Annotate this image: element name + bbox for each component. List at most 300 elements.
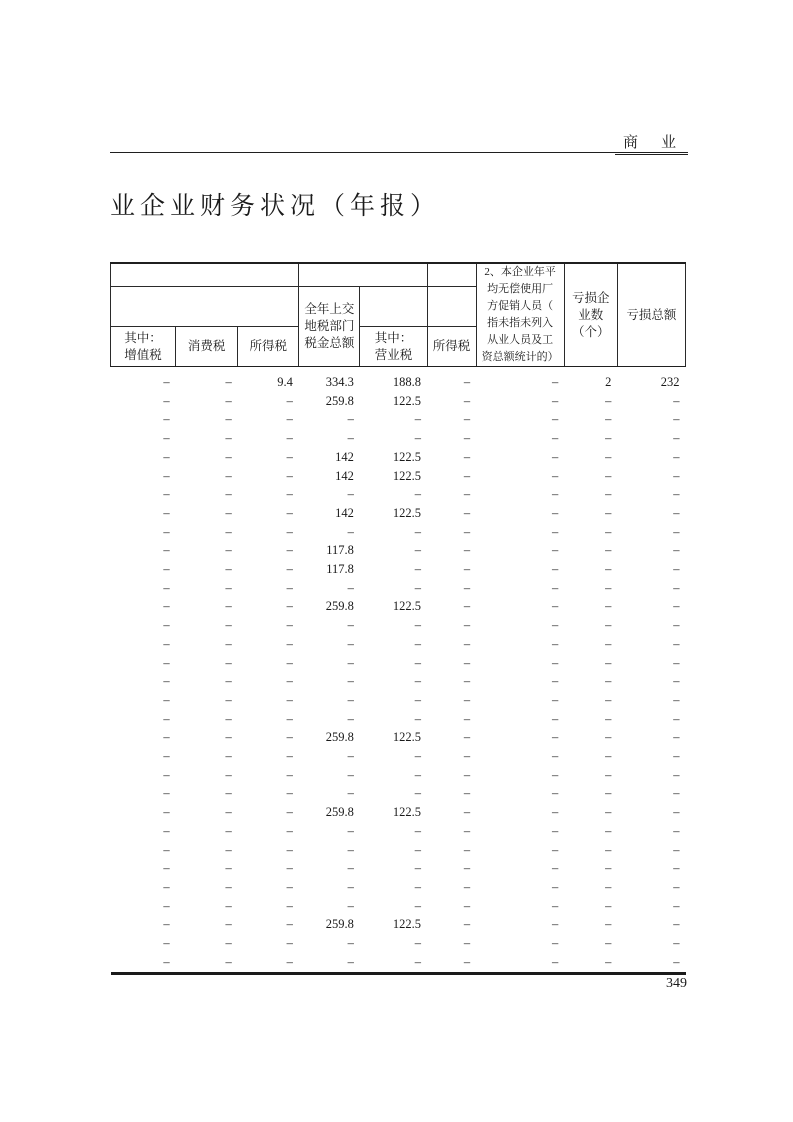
table-cell: – bbox=[463, 842, 471, 857]
table-cell: – bbox=[463, 412, 471, 427]
table-cell: – bbox=[163, 562, 170, 577]
table-cell: – bbox=[463, 449, 471, 464]
table-cell: – bbox=[551, 543, 559, 558]
table-cell: – bbox=[551, 692, 559, 707]
table-cell: – bbox=[225, 580, 232, 595]
table-cell: – bbox=[225, 730, 232, 745]
table-cell: – bbox=[463, 861, 471, 876]
table-row bbox=[111, 766, 686, 785]
promo-line: 2、本企业年平 bbox=[484, 266, 556, 278]
col-header-local-tax-total bbox=[299, 286, 360, 367]
table-cell: – bbox=[463, 655, 471, 670]
table-row bbox=[111, 841, 686, 860]
table-cell: – bbox=[673, 599, 680, 614]
table-cell: – bbox=[347, 692, 354, 707]
running-head bbox=[110, 131, 688, 153]
table-cell: – bbox=[163, 692, 170, 707]
table-row bbox=[111, 392, 686, 411]
table-cell: 9.4 bbox=[277, 375, 293, 389]
table-cell: – bbox=[605, 674, 612, 689]
loss-count-line: 亏损企 bbox=[572, 290, 610, 305]
table-cell: – bbox=[463, 730, 471, 745]
table-cell: – bbox=[605, 842, 612, 857]
table-cell: – bbox=[551, 618, 559, 633]
table-cell: – bbox=[551, 767, 559, 782]
table-cell: – bbox=[673, 692, 680, 707]
col-header-consumption-tax: 消费税 bbox=[176, 327, 238, 367]
table-cell: – bbox=[286, 749, 293, 764]
table-cell: – bbox=[673, 879, 680, 894]
col-header-income-tax-2: 所得税 bbox=[427, 327, 476, 367]
table-row bbox=[111, 803, 686, 822]
table-cell: – bbox=[286, 879, 293, 894]
table-cell: – bbox=[347, 487, 354, 502]
table-cell: – bbox=[463, 524, 471, 539]
table-cell: – bbox=[551, 599, 559, 614]
table-cell: 122.5 bbox=[392, 730, 422, 745]
table-cell: – bbox=[673, 655, 680, 670]
table-cell: – bbox=[347, 823, 354, 838]
table-cell: – bbox=[463, 618, 471, 633]
table-cell: – bbox=[286, 543, 293, 558]
table-cell: – bbox=[605, 524, 612, 539]
table-cell: – bbox=[427, 953, 476, 973]
table-cell: – bbox=[286, 636, 293, 651]
table-cell: – bbox=[163, 393, 170, 408]
table-cell: – bbox=[286, 655, 293, 670]
table-cell: – bbox=[299, 953, 360, 973]
table-cell: – bbox=[347, 636, 354, 651]
table-cell: – bbox=[225, 431, 232, 446]
table-cell: – bbox=[605, 505, 612, 520]
header-spacer-right bbox=[427, 263, 476, 286]
table-cell: – bbox=[673, 917, 680, 932]
table-cell: – bbox=[551, 524, 559, 539]
table-cell: – bbox=[163, 505, 170, 520]
table-cell: – bbox=[463, 711, 471, 726]
table-cell: – bbox=[463, 767, 471, 782]
table-cell: – bbox=[286, 805, 293, 820]
table-cell: – bbox=[551, 842, 559, 857]
table-cell: – bbox=[163, 543, 170, 558]
table-cell: – bbox=[551, 487, 559, 502]
header-spacer-right-2 bbox=[427, 286, 476, 327]
table-cell: – bbox=[551, 823, 559, 838]
page-title: 业企业财务状况（年报） bbox=[110, 193, 441, 220]
table-cell: – bbox=[463, 562, 471, 577]
table-row bbox=[111, 728, 686, 747]
table-cell: – bbox=[605, 879, 612, 894]
table-cell: 334.3 bbox=[325, 375, 354, 389]
table-cell: – bbox=[286, 767, 293, 782]
table-row bbox=[111, 579, 686, 598]
table-cell: 259.8 bbox=[325, 599, 354, 614]
table-cell: – bbox=[286, 487, 293, 502]
table-row bbox=[111, 897, 686, 916]
table-cell: – bbox=[347, 412, 354, 427]
table-cell: – bbox=[551, 936, 559, 951]
table-cell: 122.5 bbox=[392, 917, 422, 932]
table-cell: – bbox=[347, 898, 354, 913]
table-cell: – bbox=[551, 580, 559, 595]
table-cell: – bbox=[163, 823, 170, 838]
table-cell: – bbox=[347, 861, 354, 876]
table-cell: – bbox=[605, 861, 612, 876]
table-cell: – bbox=[414, 936, 422, 951]
table-cell: – bbox=[673, 412, 680, 427]
table-cell: – bbox=[286, 431, 293, 446]
table-cell: – bbox=[551, 449, 559, 464]
table-cell: – bbox=[414, 711, 422, 726]
table-cell: – bbox=[617, 953, 685, 973]
table-cell: – bbox=[476, 953, 564, 973]
table-cell: – bbox=[286, 580, 293, 595]
table-row bbox=[111, 448, 686, 467]
table-cell: – bbox=[414, 879, 422, 894]
table-cell: – bbox=[414, 487, 422, 502]
col-header-loss-enterprises bbox=[564, 263, 617, 367]
table-cell: – bbox=[347, 674, 354, 689]
table-cell: – bbox=[673, 618, 680, 633]
table-cell: – bbox=[673, 861, 680, 876]
table-cell: – bbox=[463, 468, 471, 483]
table-cell: – bbox=[225, 879, 232, 894]
table-cell: – bbox=[551, 412, 559, 427]
table-cell: – bbox=[551, 749, 559, 764]
table-cell: – bbox=[673, 543, 680, 558]
table-cell: – bbox=[673, 786, 680, 801]
table-cell: – bbox=[163, 730, 170, 745]
table-cell: – bbox=[286, 393, 293, 408]
table-cell: – bbox=[605, 786, 612, 801]
table-cell: – bbox=[463, 599, 471, 614]
table-cell: – bbox=[414, 674, 422, 689]
table-cell: – bbox=[551, 786, 559, 801]
table-cell: – bbox=[605, 562, 612, 577]
table-cell: – bbox=[225, 655, 232, 670]
table-cell: – bbox=[347, 618, 354, 633]
table-cell: – bbox=[163, 655, 170, 670]
table-cell: – bbox=[225, 805, 232, 820]
table-row bbox=[111, 953, 686, 973]
table-cell: – bbox=[551, 468, 559, 483]
table-cell: – bbox=[286, 524, 293, 539]
table-cell: – bbox=[414, 786, 422, 801]
table-row bbox=[111, 504, 686, 523]
table-cell: 142 bbox=[335, 468, 354, 483]
table-cell: – bbox=[551, 674, 559, 689]
table-cell: – bbox=[414, 562, 422, 577]
table-cell: – bbox=[414, 431, 422, 446]
promo-line: 方促销人员（ bbox=[487, 300, 554, 312]
business-tax-line: 其中： bbox=[374, 330, 413, 345]
table-row bbox=[111, 822, 686, 841]
table-cell: – bbox=[238, 953, 299, 973]
table-cell: – bbox=[286, 898, 293, 913]
table-cell: – bbox=[551, 805, 559, 820]
table-cell: – bbox=[605, 767, 612, 782]
table-cell: 259.8 bbox=[325, 917, 354, 932]
table-cell: – bbox=[463, 393, 471, 408]
table-cell: 259.8 bbox=[325, 805, 354, 820]
header-spacer-mid-2 bbox=[360, 286, 427, 327]
table-cell: – bbox=[176, 953, 238, 973]
table-row bbox=[111, 541, 686, 560]
table-cell: – bbox=[673, 842, 680, 857]
table-cell: – bbox=[225, 898, 232, 913]
table-cell: – bbox=[463, 487, 471, 502]
running-head-title: 商 业 bbox=[615, 131, 688, 155]
table-cell: – bbox=[605, 655, 612, 670]
table-cell: – bbox=[347, 524, 354, 539]
table-row bbox=[111, 784, 686, 803]
col-header-promo-staff bbox=[476, 263, 564, 367]
local-tax-line: 地税部门 bbox=[304, 318, 355, 333]
table-cell: – bbox=[163, 749, 170, 764]
table-row bbox=[111, 710, 686, 729]
table-cell: – bbox=[605, 636, 612, 651]
table-cell: – bbox=[551, 917, 559, 932]
table-cell: – bbox=[564, 953, 617, 973]
table-cell: – bbox=[225, 412, 232, 427]
table-cell: – bbox=[286, 505, 293, 520]
table-cell: – bbox=[163, 412, 170, 427]
table-cell: – bbox=[347, 655, 354, 670]
table-cell: – bbox=[673, 505, 680, 520]
table-cell: – bbox=[225, 599, 232, 614]
table-cell: – bbox=[347, 842, 354, 857]
table-cell: – bbox=[225, 618, 232, 633]
table-cell: – bbox=[673, 487, 680, 502]
table-cell: – bbox=[551, 898, 559, 913]
table-cell: – bbox=[163, 674, 170, 689]
table-cell: – bbox=[225, 749, 232, 764]
table-cell: – bbox=[551, 730, 559, 745]
table-cell: – bbox=[605, 449, 612, 464]
table-cell: – bbox=[163, 917, 170, 932]
table-row bbox=[111, 635, 686, 654]
table-cell: – bbox=[347, 749, 354, 764]
table-cell: – bbox=[225, 636, 232, 651]
table-cell: – bbox=[163, 842, 170, 857]
table-cell: – bbox=[163, 618, 170, 633]
table-cell: – bbox=[605, 412, 612, 427]
table-cell: – bbox=[163, 599, 170, 614]
table-cell: 122.5 bbox=[392, 599, 422, 614]
table-cell: – bbox=[347, 711, 354, 726]
table-row bbox=[111, 691, 686, 710]
table-cell: – bbox=[286, 823, 293, 838]
header-spacer-left-2 bbox=[111, 286, 299, 327]
loss-count-line: （个） bbox=[572, 324, 610, 339]
table-cell: – bbox=[605, 393, 612, 408]
table-cell: – bbox=[551, 431, 559, 446]
table-cell: – bbox=[225, 393, 232, 408]
table-cell: – bbox=[463, 879, 471, 894]
table-cell: – bbox=[347, 580, 354, 595]
table-cell: – bbox=[414, 580, 422, 595]
table-cell: – bbox=[463, 936, 471, 951]
table-cell: – bbox=[605, 730, 612, 745]
table-cell: – bbox=[163, 786, 170, 801]
table-cell: – bbox=[163, 524, 170, 539]
local-tax-line: 税金总额 bbox=[304, 335, 355, 350]
table-cell: – bbox=[286, 412, 293, 427]
table-cell: – bbox=[673, 823, 680, 838]
table-row bbox=[111, 747, 686, 766]
table-cell: – bbox=[463, 692, 471, 707]
table-cell: – bbox=[225, 524, 232, 539]
table-row bbox=[111, 560, 686, 579]
table-cell: – bbox=[414, 861, 422, 876]
col-header-income-tax-1: 所得税 bbox=[238, 327, 299, 367]
table-cell: – bbox=[286, 786, 293, 801]
table-cell: – bbox=[605, 468, 612, 483]
financial-status-table bbox=[110, 262, 686, 975]
table-cell: – bbox=[347, 879, 354, 894]
table-cell: 117.8 bbox=[326, 562, 354, 577]
table-cell: – bbox=[605, 805, 612, 820]
table-cell: – bbox=[286, 674, 293, 689]
table-cell: – bbox=[163, 487, 170, 502]
table-cell: – bbox=[414, 898, 422, 913]
table-cell: – bbox=[163, 711, 170, 726]
col-header-vat bbox=[111, 327, 176, 367]
table-cell: – bbox=[225, 674, 232, 689]
table-cell: – bbox=[551, 879, 559, 894]
table-cell: – bbox=[225, 767, 232, 782]
table-cell: – bbox=[163, 449, 170, 464]
table-cell: – bbox=[463, 674, 471, 689]
table-cell: – bbox=[286, 711, 293, 726]
table-cell: – bbox=[605, 936, 612, 951]
table-cell: – bbox=[163, 861, 170, 876]
table-cell: – bbox=[673, 431, 680, 446]
local-tax-line: 全年上交 bbox=[304, 301, 355, 316]
table-body bbox=[111, 367, 686, 974]
table-row bbox=[111, 654, 686, 673]
table-cell: – bbox=[163, 767, 170, 782]
vat-line: 其中： bbox=[124, 330, 162, 345]
table-cell: – bbox=[225, 543, 232, 558]
table-row bbox=[111, 915, 686, 934]
table-cell: – bbox=[286, 917, 293, 932]
table-cell: – bbox=[414, 823, 422, 838]
table-cell: – bbox=[414, 767, 422, 782]
table-cell: – bbox=[673, 393, 680, 408]
table-cell: – bbox=[286, 861, 293, 876]
promo-line: 均无偿使用厂 bbox=[487, 283, 554, 295]
table-cell: – bbox=[605, 543, 612, 558]
table-row bbox=[111, 410, 686, 429]
table-cell: – bbox=[414, 618, 422, 633]
table-cell: 259.8 bbox=[325, 730, 354, 745]
table-cell: – bbox=[225, 823, 232, 838]
table-cell: – bbox=[347, 936, 354, 951]
table-cell: – bbox=[673, 562, 680, 577]
table-cell: – bbox=[605, 711, 612, 726]
table-cell: – bbox=[286, 936, 293, 951]
table-cell: 122.5 bbox=[392, 505, 422, 520]
table-row bbox=[111, 523, 686, 542]
table-cell: – bbox=[605, 917, 612, 932]
table-cell: – bbox=[673, 674, 680, 689]
table-cell: – bbox=[605, 599, 612, 614]
table-cell: – bbox=[463, 898, 471, 913]
table-row bbox=[111, 485, 686, 504]
table-cell: – bbox=[605, 580, 612, 595]
table-cell: – bbox=[463, 636, 471, 651]
table-row bbox=[111, 859, 686, 878]
table-cell: – bbox=[414, 842, 422, 857]
table-cell: – bbox=[551, 861, 559, 876]
table-cell: 188.8 bbox=[392, 375, 422, 389]
table-row bbox=[111, 367, 686, 392]
table-cell: 2 bbox=[605, 375, 612, 389]
table-cell: – bbox=[463, 375, 471, 389]
table-cell: – bbox=[163, 580, 170, 595]
table-cell: 259.8 bbox=[325, 393, 354, 408]
table-cell: – bbox=[414, 636, 422, 651]
header-spacer-left bbox=[111, 263, 299, 286]
table-cell: – bbox=[463, 749, 471, 764]
table-cell: – bbox=[414, 749, 422, 764]
table-cell: – bbox=[673, 767, 680, 782]
table-cell: – bbox=[673, 636, 680, 651]
loss-count-line: 业数 bbox=[578, 307, 604, 322]
table-header bbox=[111, 263, 686, 367]
table-cell: – bbox=[463, 786, 471, 801]
table-cell: – bbox=[163, 468, 170, 483]
table-cell: – bbox=[463, 505, 471, 520]
table-cell: – bbox=[673, 898, 680, 913]
vat-line: 增值税 bbox=[124, 347, 162, 362]
table-cell: 122.5 bbox=[392, 805, 422, 820]
table-cell: 142 bbox=[335, 505, 354, 520]
table-cell: – bbox=[347, 767, 354, 782]
table-cell: – bbox=[605, 823, 612, 838]
table-cell: 232 bbox=[660, 375, 680, 389]
table-cell: – bbox=[163, 375, 170, 389]
promo-line: 资总额统计的） bbox=[481, 351, 559, 363]
table-cell: – bbox=[286, 449, 293, 464]
table-cell: – bbox=[414, 655, 422, 670]
table-cell: – bbox=[605, 431, 612, 446]
table-cell: – bbox=[551, 711, 559, 726]
table-cell: – bbox=[225, 936, 232, 951]
table-cell: – bbox=[225, 562, 232, 577]
table-cell: – bbox=[414, 412, 422, 427]
promo-line: 从业人员及工 bbox=[487, 334, 554, 346]
col-header-loss-total: 亏损总额 bbox=[617, 263, 685, 367]
table-cell: – bbox=[673, 449, 680, 464]
table-cell: – bbox=[225, 861, 232, 876]
table-cell: – bbox=[673, 730, 680, 745]
table-cell: – bbox=[463, 431, 471, 446]
table-row bbox=[111, 934, 686, 953]
table-row bbox=[111, 467, 686, 486]
table-cell: – bbox=[414, 692, 422, 707]
table-row bbox=[111, 429, 686, 448]
table-cell: – bbox=[551, 655, 559, 670]
table-cell: – bbox=[673, 805, 680, 820]
table-cell: – bbox=[360, 953, 427, 973]
table-row bbox=[111, 878, 686, 897]
table-row bbox=[111, 672, 686, 691]
table-cell: – bbox=[551, 562, 559, 577]
table-cell: – bbox=[673, 468, 680, 483]
header-row-top bbox=[111, 263, 686, 286]
